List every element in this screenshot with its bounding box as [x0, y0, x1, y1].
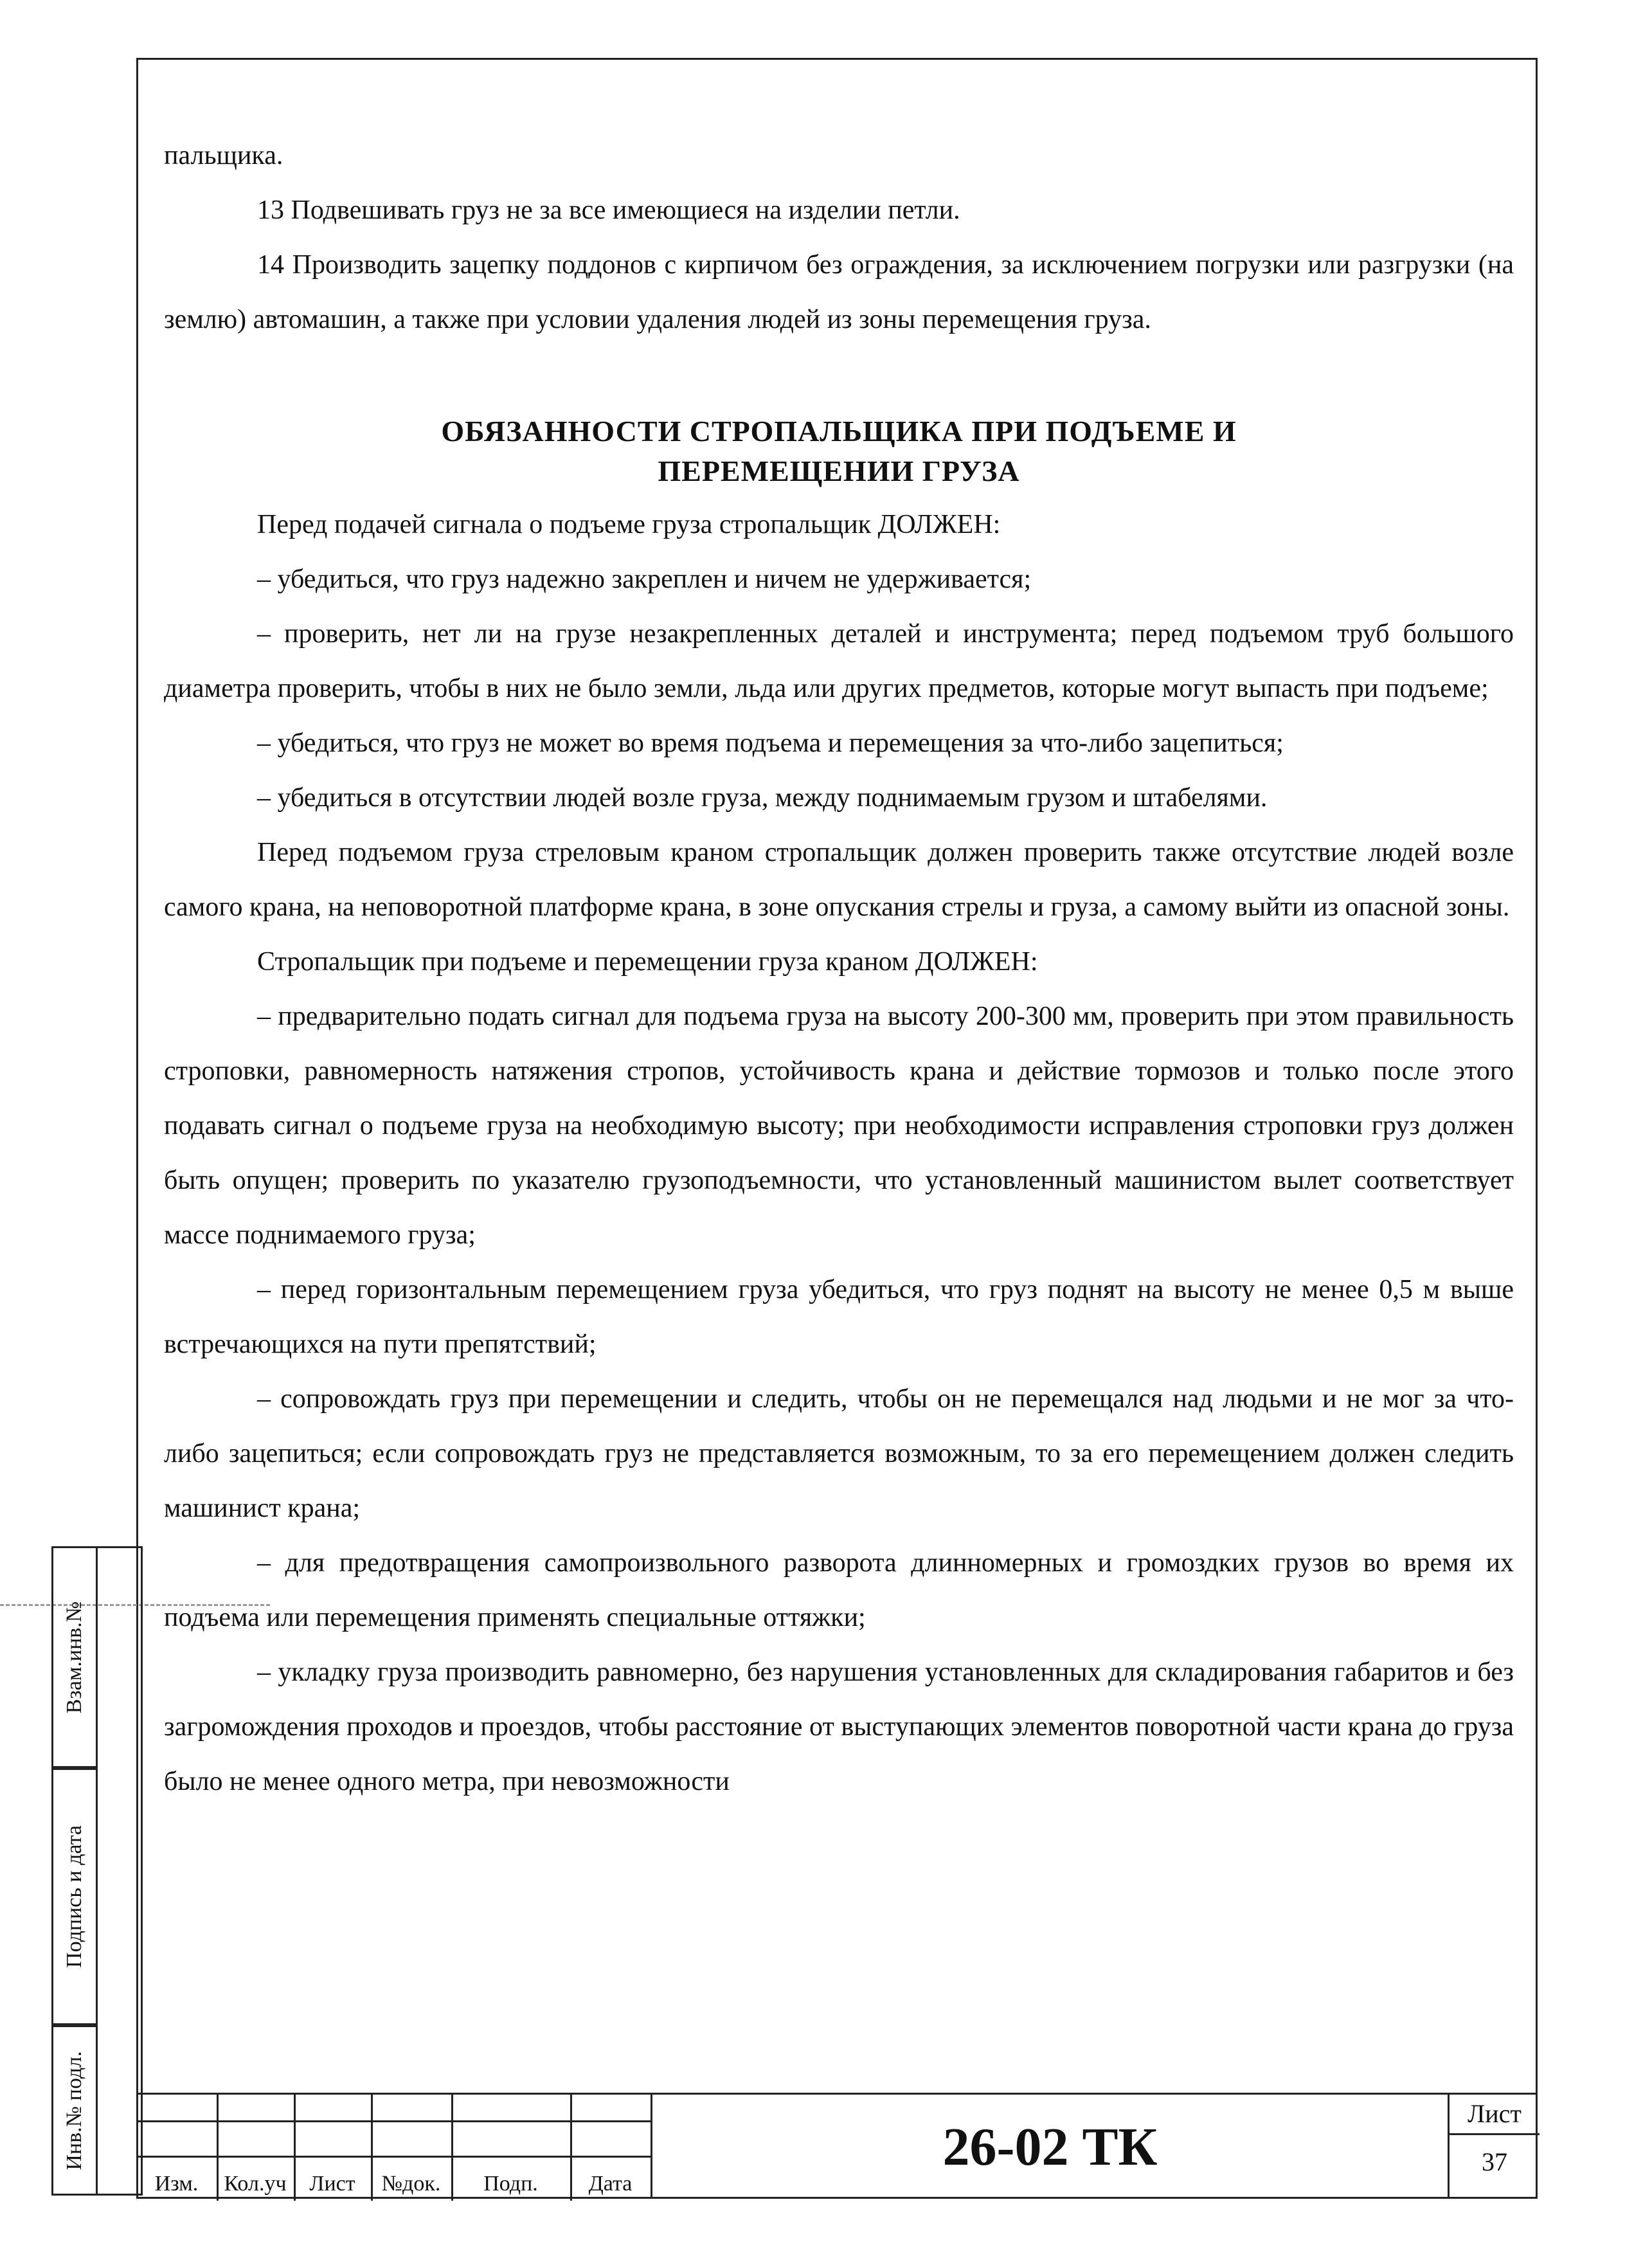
- list-item: – проверить, нет ли на грузе незакрепленных деталей и инструмента; перед подъемом труб большого диаметра проверить, чтобы в них не было земли, льда или других предметов, которые могут выпасть при подъеме;: [164, 619, 1514, 703]
- paragraph: Стропальщик при подъеме и перемещении груза краном ДОЛЖЕН:: [257, 947, 1038, 977]
- col-izm-label: Изм.: [154, 2172, 199, 2196]
- stamp-label: Подпись и дата: [62, 1825, 86, 1968]
- grid-row: [136, 2120, 651, 2122]
- sheet-label: Лист: [1450, 2095, 1540, 2135]
- heading-line: ОБЯЗАННОСТИ СТРОПАЛЬЩИКА ПРИ ПОДЪЕМЕ И: [441, 415, 1237, 447]
- col-kolch-label: Кол.уч: [224, 2172, 287, 2196]
- stamp-podpis-data: [51, 1768, 98, 2025]
- col-data-label: Дата: [588, 2172, 633, 2196]
- list-item: – убедиться в отсутствии людей возле груза, между поднимаемым грузом и штабелями.: [257, 783, 1268, 813]
- paragraph: 14 Производить зацепку поддонов с кирпичом без ограждения, за исключением погрузки или разгрузки (на землю) автомашин, а также при условии удаления людей из зоны перемещения груза.: [164, 250, 1514, 334]
- paragraph: Перед подъемом груза стреловым краном стропальщик должен проверить также отсутствие людей возле самого крана, на неповоротной платформе крана, в зоне опускания стрелы и груза, а самому выйти из опасной зоны.: [164, 838, 1514, 922]
- paragraph: 13 Подвешивать груз не за все имеющиеся на изделии петли.: [257, 195, 960, 225]
- side-stamp: [51, 1546, 143, 2196]
- list-item: – убедиться, что груз надежно закреплен и ничем не удерживается;: [257, 564, 1032, 594]
- heading-line: ПЕРЕМЕЩЕНИИ ГРУЗА: [658, 455, 1020, 487]
- list-item: – перед горизонтальным перемещением груза убедиться, что груз поднят на высоту не менее 0,5 м выше встречающихся на пути препятствий;: [164, 1275, 1514, 1359]
- col-podp-label: Подп.: [483, 2172, 538, 2196]
- document-body: [164, 129, 1514, 1809]
- stamp-label: Инв.№ подл.: [62, 2050, 86, 2170]
- col-list-label: Лист: [309, 2172, 355, 2196]
- col-ndok-label: №док.: [381, 2172, 441, 2196]
- list-item: – укладку груза производить равномерно, без нарушения установленных для складирования габаритов и без загромождения проходов и проездов, чтобы расстояние от выступающих элементов поворотной части крана до груза было не менее одного метра, при невозможности: [164, 1657, 1514, 1796]
- list-item: – предварительно подать сигнал для подъема груза на высоту 200-300 мм, проверить при этом правильность строповки, равномерность натяжения стропов, устойчивость крана и действие тормозов и только после этого подавать сигнал о подъеме груза на необходимую высоту; при необходимости исправления строповки груз должен быть опущен; проверить по указателю грузоподъемности, что установленный машинистом вылет соответствует массе поднимаемого груза;: [164, 1002, 1514, 1250]
- sheet-number: 37: [1482, 2147, 1507, 2176]
- paragraph: пальщика.: [164, 141, 283, 170]
- list-item: – для предотвращения самопроизвольного разворота длинномерных и громоздких грузов во время их подъема или перемещения применять специальные оттяжки;: [164, 1548, 1514, 1632]
- grid-row: [136, 2156, 651, 2158]
- sheet-box: [1448, 2093, 1538, 2199]
- stamp-inv-podl: [51, 2025, 98, 2196]
- section-heading: [164, 411, 1514, 491]
- revision-grid: [136, 2093, 651, 2199]
- list-item: – сопровождать груз при перемещении и следить, чтобы он не перемещался над людьми и не мог за что-либо зацепиться; если сопровождать груз не представляется возможным, то за его перемещением должен следить машинист крана;: [164, 1384, 1514, 1523]
- stamp-vzam-inv: [51, 1546, 98, 1768]
- paragraph: Перед подачей сигнала о подъеме груза стропальщик ДОЛЖЕН:: [257, 510, 1001, 539]
- title-block: [136, 2093, 1538, 2199]
- document-code: 26-02 ТК: [651, 2093, 1448, 2199]
- list-item: – убедиться, что груз не может во время подъема и перемещения за что-либо зацепиться;: [257, 728, 1284, 758]
- stamp-label: Взам.инв.№: [62, 1601, 86, 1713]
